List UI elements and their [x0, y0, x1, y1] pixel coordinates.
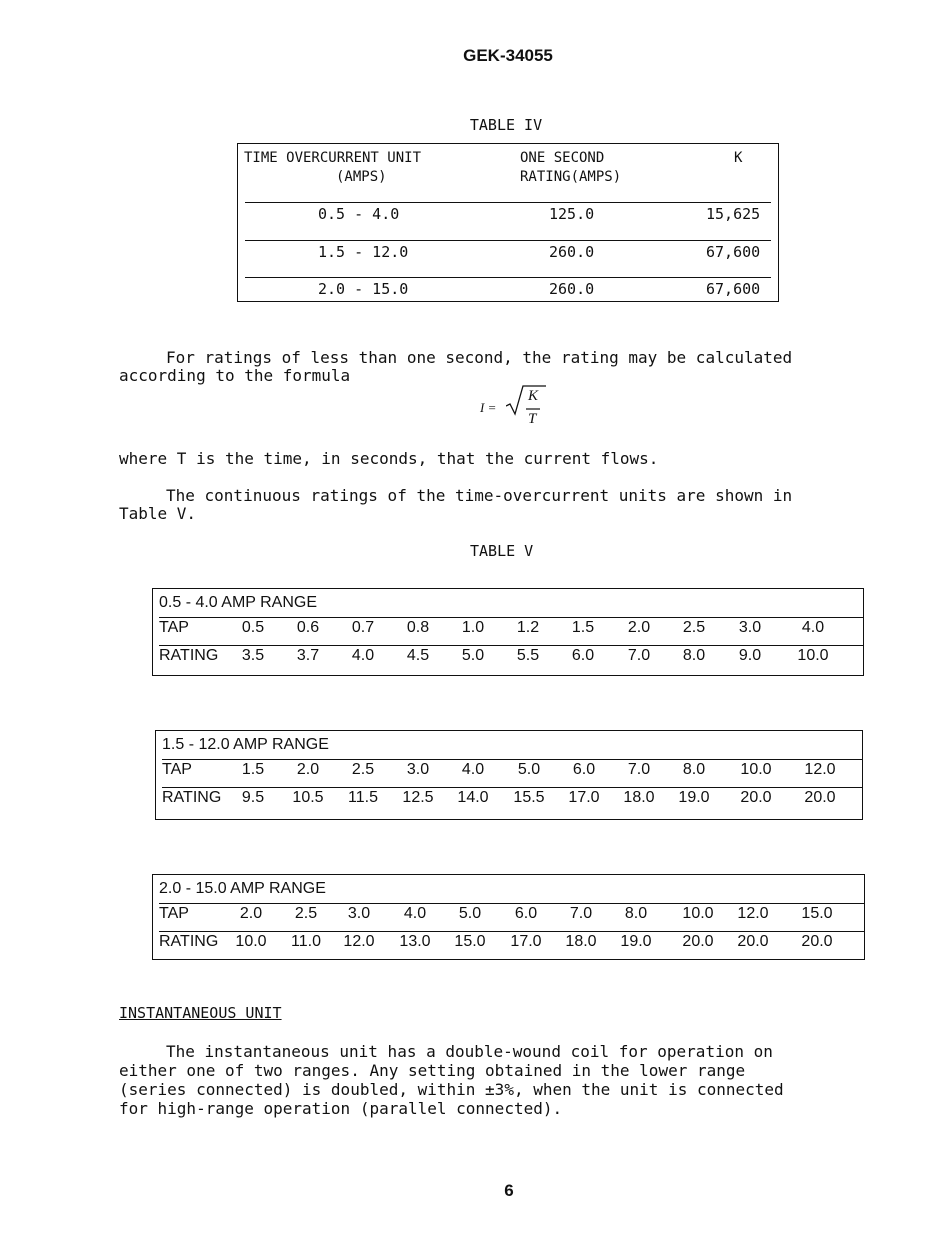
- paragraph-line: (series connected) is doubled, within ±3%, when the unit is connected: [119, 1080, 784, 1099]
- rating-value-cell: 11.5: [348, 789, 378, 806]
- paragraph-line: The instantaneous unit has a double-wound coil for operation on: [166, 1042, 773, 1061]
- rating-row-label: RATING: [159, 933, 219, 950]
- tap-value-cell: 1.5: [241, 761, 265, 778]
- tap-value-cell: 12.0: [737, 905, 769, 922]
- tap-value-cell: 4.0: [801, 619, 825, 636]
- tap-value-cell: 0.7: [351, 619, 375, 636]
- paragraph-line: for high-range operation (parallel connected).: [119, 1099, 563, 1118]
- tap-value-cell: 2.0: [239, 905, 263, 922]
- table-cell-k: 67,600: [706, 280, 761, 298]
- tap-value-cell: 6.0: [572, 761, 596, 778]
- table-v-title: TABLE V: [470, 542, 534, 560]
- col-header-rating-amps: RATING(AMPS): [520, 169, 622, 185]
- range-title: 0.5 - 4.0 AMP RANGE: [159, 594, 317, 611]
- table-rule: [245, 240, 771, 241]
- tap-value-cell: 5.0: [458, 905, 482, 922]
- tap-value-cell: 1.5: [571, 619, 595, 636]
- paragraph-line: The continuous ratings of the time-overcurrent units are shown in: [166, 486, 793, 505]
- formula-lhs: I =: [480, 400, 497, 415]
- tap-value-cell: 2.5: [682, 619, 706, 636]
- rating-value-cell: 20.0: [682, 933, 714, 950]
- rating-value-cell: 19.0: [620, 933, 652, 950]
- document-id: GEK-34055: [463, 46, 553, 65]
- table-rule: [159, 903, 864, 904]
- tap-value-cell: 10.0: [740, 761, 772, 778]
- tap-value-cell: 3.0: [406, 761, 430, 778]
- tap-value-cell: 0.5: [241, 619, 265, 636]
- rating-value-cell: 14.0: [457, 789, 489, 806]
- table-cell-rating: 125.0: [549, 205, 595, 223]
- tap-value-cell: 15.0: [801, 905, 833, 922]
- rating-value-cell: 8.0: [682, 647, 706, 664]
- tap-value-cell: 4.0: [403, 905, 427, 922]
- formula: [478, 384, 558, 434]
- range-table: [152, 588, 864, 676]
- rating-value-cell: 10.0: [235, 933, 267, 950]
- rating-value-cell: 19.0: [678, 789, 710, 806]
- tap-value-cell: 7.0: [627, 761, 651, 778]
- formula-denominator: T: [528, 411, 537, 427]
- rating-value-cell: 20.0: [801, 933, 833, 950]
- table-cell-rating: 260.0: [549, 243, 595, 261]
- col-header-unit-amps: (AMPS): [336, 169, 387, 185]
- rating-value-cell: 9.0: [738, 647, 762, 664]
- table-rule: [162, 759, 862, 760]
- table-rule: [245, 202, 771, 203]
- paragraph-line: according to the formula: [119, 366, 351, 385]
- tap-value-cell: 12.0: [804, 761, 836, 778]
- tap-value-cell: 2.0: [296, 761, 320, 778]
- tap-value-cell: 6.0: [514, 905, 538, 922]
- tap-value-cell: 1.0: [461, 619, 485, 636]
- rating-value-cell: 7.0: [627, 647, 651, 664]
- rating-value-cell: 9.5: [241, 789, 265, 806]
- col-header-rating: ONE SECOND: [520, 150, 605, 166]
- tap-value-cell: 8.0: [624, 905, 648, 922]
- tap-value-cell: 1.2: [516, 619, 540, 636]
- table-rule: [245, 277, 771, 278]
- rating-value-cell: 20.0: [740, 789, 772, 806]
- range-table: [155, 730, 863, 820]
- col-header-unit: TIME OVERCURRENT UNIT: [244, 150, 422, 166]
- page-number: 6: [504, 1181, 514, 1200]
- rating-value-cell: 18.0: [565, 933, 597, 950]
- table-rule: [159, 645, 863, 646]
- table-cell-range: 2.0 - 15.0: [318, 280, 409, 298]
- formula-numerator: K: [528, 388, 539, 404]
- rating-value-cell: 4.0: [351, 647, 375, 664]
- table-rule: [159, 931, 864, 932]
- table-rule: [159, 617, 863, 618]
- tap-value-cell: 3.0: [347, 905, 371, 922]
- tap-value-cell: 3.0: [738, 619, 762, 636]
- table-iv-title: TABLE IV: [469, 116, 543, 134]
- tap-value-cell: 2.5: [351, 761, 375, 778]
- rating-value-cell: 12.5: [402, 789, 434, 806]
- section-heading: INSTANTANEOUS UNIT: [119, 1004, 282, 1022]
- radical-sign-icon: [506, 384, 546, 432]
- tap-value-cell: 4.0: [461, 761, 485, 778]
- rating-value-cell: 5.5: [516, 647, 540, 664]
- range-title: 2.0 - 15.0 AMP RANGE: [159, 880, 326, 897]
- table-cell-range: 0.5 - 4.0: [318, 205, 400, 223]
- rating-value-cell: 15.0: [454, 933, 486, 950]
- rating-row-label: RATING: [159, 647, 219, 664]
- table-cell-rating: 260.0: [549, 280, 595, 298]
- tap-value-cell: 2.5: [294, 905, 318, 922]
- rating-value-cell: 6.0: [571, 647, 595, 664]
- rating-value-cell: 17.0: [568, 789, 600, 806]
- table-rule: [162, 787, 862, 788]
- tap-row-label: TAP: [162, 761, 192, 778]
- rating-value-cell: 20.0: [804, 789, 836, 806]
- table-cell-k: 15,625: [706, 205, 761, 223]
- col-header-k: K: [734, 150, 743, 166]
- table-iv: [237, 143, 779, 302]
- rating-value-cell: 12.0: [343, 933, 375, 950]
- tap-value-cell: 7.0: [569, 905, 593, 922]
- tap-row-label: TAP: [159, 905, 189, 922]
- rating-value-cell: 13.0: [399, 933, 431, 950]
- rating-value-cell: 20.0: [737, 933, 769, 950]
- tap-value-cell: 0.8: [406, 619, 430, 636]
- rating-value-cell: 5.0: [461, 647, 485, 664]
- table-cell-range: 1.5 - 12.0: [318, 243, 409, 261]
- rating-value-cell: 4.5: [406, 647, 430, 664]
- tap-value-cell: 8.0: [682, 761, 706, 778]
- rating-value-cell: 10.5: [292, 789, 324, 806]
- table-cell-k: 67,600: [706, 243, 761, 261]
- range-table: [152, 874, 865, 960]
- range-title: 1.5 - 12.0 AMP RANGE: [162, 736, 329, 753]
- tap-value-cell: 0.6: [296, 619, 320, 636]
- rating-value-cell: 3.5: [241, 647, 265, 664]
- paragraph-line: For ratings of less than one second, the rating may be calculated: [166, 348, 793, 367]
- tap-value-cell: 5.0: [517, 761, 541, 778]
- rating-row-label: RATING: [162, 789, 222, 806]
- tap-value-cell: 10.0: [682, 905, 714, 922]
- rating-value-cell: 17.0: [510, 933, 542, 950]
- rating-value-cell: 10.0: [797, 647, 829, 664]
- tap-row-label: TAP: [159, 619, 189, 636]
- paragraph-line: Table V.: [119, 504, 197, 523]
- rating-value-cell: 11.0: [291, 933, 321, 950]
- rating-value-cell: 3.7: [296, 647, 320, 664]
- paragraph-line: either one of two ranges. Any setting obtained in the lower range: [119, 1061, 746, 1080]
- rating-value-cell: 18.0: [623, 789, 655, 806]
- paragraph-line: where T is the time, in seconds, that the current flows.: [119, 449, 659, 468]
- rating-value-cell: 15.5: [513, 789, 545, 806]
- tap-value-cell: 2.0: [627, 619, 651, 636]
